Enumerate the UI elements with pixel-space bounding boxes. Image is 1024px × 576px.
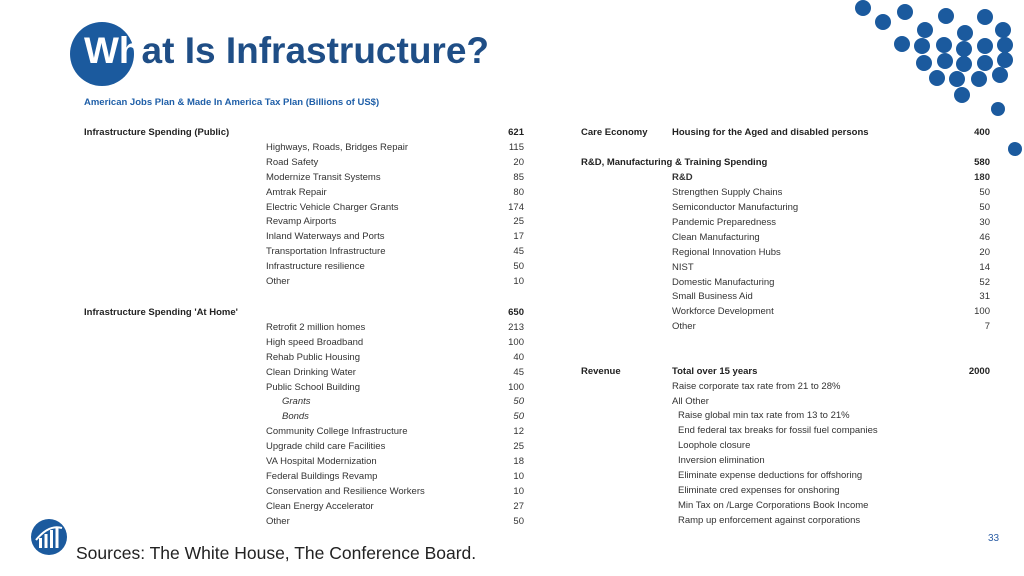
row-label: Pandemic Preparedness: [672, 217, 777, 228]
decorative-dot: [855, 0, 871, 16]
row-value: 2000: [968, 366, 990, 377]
right-table-row: [581, 439, 990, 452]
right-table-row: [581, 454, 990, 467]
row-label: Raise global min tax rate from 13 to 21%: [678, 410, 850, 421]
row-value: 25: [513, 441, 524, 453]
row-label: Community College Infrastructure: [266, 426, 408, 438]
row-value: 46: [979, 232, 990, 243]
row-label: Highways, Roads, Bridges Repair: [266, 141, 409, 153]
row-label: Transportation Infrastructure: [266, 246, 386, 258]
row-label: Infrastructure resilience: [266, 261, 365, 273]
left-table-row: [84, 306, 524, 319]
row-label: NIST: [672, 262, 694, 273]
row-label: Bonds: [282, 411, 309, 423]
row-value: 27: [513, 500, 524, 512]
row-label: Clean Manufacturing: [672, 232, 760, 243]
row-value: 621: [508, 127, 524, 138]
decorative-dot: [997, 37, 1013, 53]
row-label: Inland Waterways and Ports: [266, 231, 385, 243]
row-label: Eliminate expense deductions for offshoring: [678, 470, 863, 481]
row-label: Road Safety: [266, 156, 319, 168]
row-value: 30: [979, 217, 990, 228]
decorative-dot: [997, 52, 1013, 68]
right-table-row: [581, 409, 990, 422]
right-table-row: [581, 395, 990, 408]
right-table-row: [581, 261, 990, 274]
row-value: 400: [974, 127, 990, 138]
right-table-row: [581, 186, 990, 199]
decorative-dot: [916, 55, 932, 71]
decorative-dot: [995, 22, 1011, 38]
decorative-dot: [875, 14, 891, 30]
row-label: Ramp up enforcement against corporations: [678, 515, 861, 526]
right-table-row: [581, 484, 990, 497]
row-value: 20: [513, 156, 524, 168]
row-value: 174: [508, 201, 524, 213]
row-label: Small Business Aid: [672, 291, 753, 302]
left-table-row: [84, 381, 524, 394]
sources-note: Sources: The White House, The Conference Board.: [76, 543, 477, 563]
row-label: Amtrak Repair: [266, 186, 327, 198]
row-label: End federal tax breaks for fossil fuel companies: [678, 425, 878, 436]
row-label: Revamp Airports: [266, 216, 337, 228]
row-category: R&D, Manufacturing & Training Spending: [581, 157, 768, 168]
row-label: Modernize Transit Systems: [266, 171, 381, 183]
row-value: 7: [984, 321, 990, 332]
row-value: 45: [513, 246, 524, 258]
left-table-row: [84, 260, 524, 273]
left-table-row: [84, 321, 524, 334]
decorative-dot: [936, 37, 952, 53]
row-label: All Other: [672, 396, 709, 407]
row-label: Upgrade child care Facilities: [266, 441, 386, 453]
left-table-row: [84, 410, 524, 423]
row-value: 18: [513, 456, 524, 467]
right-table-row: [581, 499, 990, 512]
row-category: Infrastructure Spending (Public): [84, 127, 230, 138]
row-value: 115: [508, 141, 524, 153]
row-label: Raise corporate tax rate from 21 to 28%: [672, 381, 841, 392]
left-table-row: [84, 440, 524, 453]
row-value: 10: [513, 470, 524, 482]
table-title: American Jobs Plan & Made In America Tax Plan (Billions of US$): [84, 97, 380, 108]
decorative-dot: [957, 25, 973, 41]
slide-title-lead: Wh: [84, 30, 142, 71]
row-value: 100: [508, 336, 524, 348]
row-value: 100: [974, 306, 990, 317]
decorative-dot: [977, 38, 993, 54]
row-value: 50: [979, 187, 990, 198]
right-table-row: [581, 424, 990, 437]
row-value: 50: [513, 396, 524, 408]
row-label: Conservation and Resilience Workers: [266, 485, 425, 497]
slide-title: [84, 30, 489, 72]
row-value: 50: [513, 411, 524, 423]
decorative-dot: [956, 41, 972, 57]
row-value: 100: [508, 381, 524, 393]
row-value: 12: [513, 426, 524, 438]
row-label: R&D: [672, 172, 693, 183]
left-table-row: [84, 515, 524, 528]
page-number: 33: [988, 533, 1000, 544]
row-value: 80: [513, 186, 524, 198]
row-value: 50: [513, 515, 524, 527]
row-value: 25: [513, 216, 524, 228]
right-table-row: [581, 231, 990, 244]
row-label: Inversion elimination: [678, 455, 765, 466]
right-table-row: [581, 171, 990, 184]
left-table-row: [84, 215, 524, 228]
right-table-row: [581, 320, 990, 333]
left-table-row: [84, 230, 524, 243]
decorative-dot: [894, 36, 910, 52]
decorative-dot: [1008, 142, 1022, 156]
row-label: Housing for the Aged and disabled persons: [672, 127, 869, 138]
row-label: Workforce Development: [672, 306, 774, 317]
row-value: 50: [979, 202, 990, 213]
left-table-row: [84, 500, 524, 513]
row-label: Other: [266, 515, 290, 527]
row-label: Strengthen Supply Chains: [672, 187, 783, 198]
right-table-row: [581, 126, 990, 139]
row-label: Public School Building: [266, 381, 361, 393]
row-value: 31: [979, 291, 990, 302]
row-value: 14: [979, 262, 990, 273]
row-category: Revenue: [581, 366, 621, 377]
row-label: Semiconductor Manufacturing: [672, 202, 799, 213]
row-label: Rehab Public Housing: [266, 351, 361, 363]
row-label: VA Hospital Modernization: [266, 456, 377, 467]
row-category: Infrastructure Spending 'At Home': [84, 307, 238, 318]
left-table-row: [84, 171, 524, 184]
row-label: Clean Drinking Water: [266, 366, 356, 378]
row-label: Electric Vehicle Charger Grants: [266, 201, 399, 213]
row-label: Federal Buildings Revamp: [266, 470, 378, 482]
left-table-row: [84, 201, 524, 214]
right-table-row: [581, 246, 990, 259]
row-category: Care Economy: [581, 127, 648, 138]
left-table-row: [84, 455, 524, 468]
left-table-row: [84, 141, 524, 154]
decorative-dot: [971, 71, 987, 87]
row-value: 40: [513, 351, 524, 363]
row-label: Other: [672, 321, 696, 332]
decorative-dot: [897, 4, 913, 20]
right-table-row: [581, 469, 990, 482]
row-value: 52: [979, 277, 990, 288]
row-value: 20: [979, 247, 990, 258]
left-table-row: [84, 485, 524, 498]
row-label: Other: [266, 276, 290, 287]
decorative-dot: [938, 8, 954, 24]
right-table-row: [581, 380, 990, 393]
row-value: 580: [974, 157, 990, 168]
row-label: High speed Broadband: [266, 336, 364, 348]
row-value: 213: [508, 321, 524, 333]
row-label: Loophole closure: [678, 440, 751, 451]
row-label: Retrofit 2 million homes: [266, 321, 366, 333]
decorative-dot: [937, 53, 953, 69]
row-value: 180: [974, 172, 990, 183]
row-label: Grants: [282, 396, 311, 408]
left-table-row: [84, 366, 524, 379]
decorative-dot: [949, 71, 965, 87]
decorative-dot: [992, 67, 1008, 83]
decorative-dot: [917, 22, 933, 38]
decorative-dot: [956, 56, 972, 72]
slide-title-rest: at Is Infrastructure?: [141, 30, 490, 71]
row-value: 85: [513, 171, 524, 183]
decorative-dot: [977, 55, 993, 71]
row-value: 50: [513, 261, 524, 273]
row-label: Total over 15 years: [672, 366, 758, 377]
row-value: 17: [513, 231, 524, 243]
organization-logo-icon: [30, 518, 68, 556]
decorative-dot: [977, 9, 993, 25]
left-table-row: [84, 275, 524, 288]
decorative-dot: [954, 87, 970, 103]
right-table-row: [581, 365, 990, 378]
row-value: 45: [513, 366, 524, 378]
right-table-row: [581, 305, 990, 318]
left-table-row: [84, 336, 524, 349]
right-table-row: [581, 514, 990, 527]
decorative-dot: [914, 38, 930, 54]
right-table-row: [581, 276, 990, 289]
right-table-row: [581, 201, 990, 214]
row-value: 10: [513, 276, 524, 287]
right-table-row: [581, 156, 990, 169]
decorative-dot: [929, 70, 945, 86]
left-table-row: [84, 470, 524, 483]
left-table-row: [84, 425, 524, 438]
right-table-row: [581, 290, 990, 303]
left-table-row: [84, 186, 524, 199]
decorative-dot: [991, 102, 1005, 116]
row-label: Min Tax on /Large Corporations Book Income: [678, 500, 869, 511]
left-table-row: [84, 156, 524, 169]
right-table-row: [581, 216, 990, 229]
left-table-row: [84, 351, 524, 364]
row-label: Clean Energy Accelerator: [266, 500, 374, 512]
row-label: Eliminate cred expenses for onshoring: [678, 485, 840, 496]
left-table-row: [84, 245, 524, 258]
row-label: Regional Innovation Hubs: [672, 247, 781, 258]
row-label: Domestic Manufacturing: [672, 277, 775, 288]
left-table-row: [84, 395, 524, 408]
row-value: 650: [508, 307, 524, 318]
left-table-row: [84, 126, 524, 139]
row-value: 10: [513, 485, 524, 497]
